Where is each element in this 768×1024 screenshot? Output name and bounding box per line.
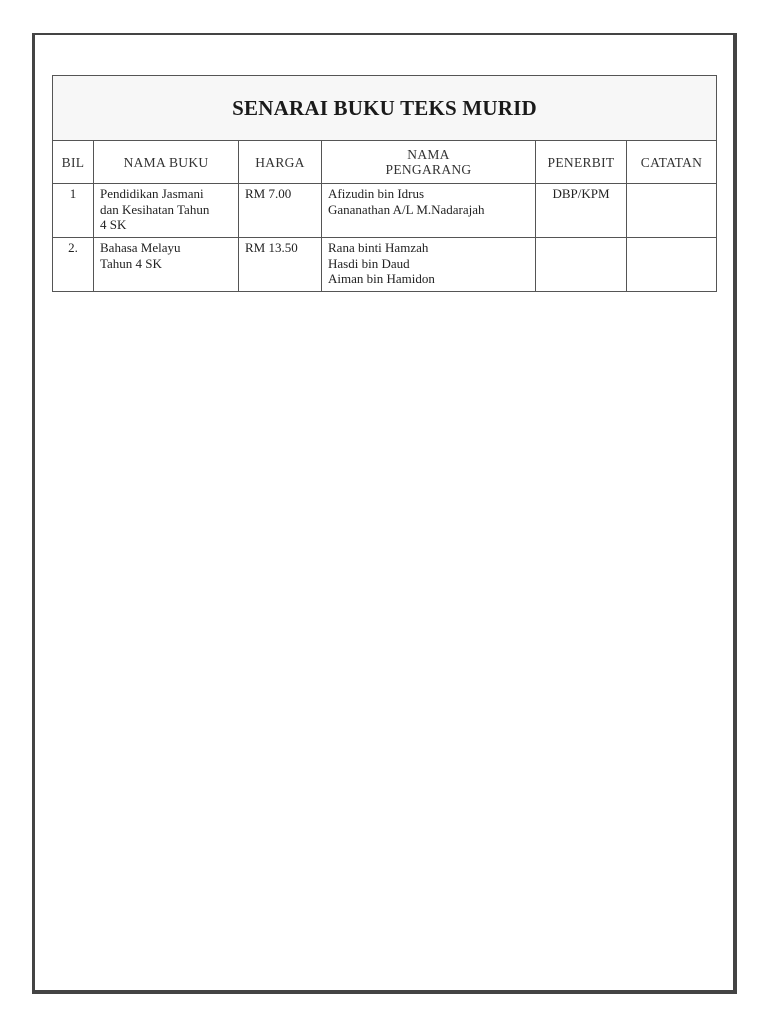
header-nama-pengarang (322, 141, 536, 184)
author-line: Hasdi bin Daud (328, 255, 410, 271)
table-title: SENARAI BUKU TEKS MURID (53, 76, 717, 141)
table-row (53, 238, 717, 292)
author-line: Gananathan A/L M.Nadarajah (328, 201, 485, 217)
cell-catatan (627, 184, 717, 238)
header-catatan: CATATAN (627, 141, 717, 184)
table-row (53, 184, 717, 238)
author-line: Aiman bin Hamidon (328, 271, 435, 286)
author-line: Afizudin bin Idrus (328, 186, 425, 201)
cell-pengarang (322, 238, 536, 292)
book-name-line: Pendidikan Jasmani (100, 186, 204, 201)
cell-penerbit (536, 238, 627, 292)
header-bil: BIL (53, 141, 94, 184)
cell-pengarang (322, 184, 536, 238)
author-line: Rana binti Hamzah (328, 240, 429, 255)
header-penerbit: PENERBIT (536, 141, 627, 184)
book-name-line: Tahun 4 SK (100, 255, 162, 271)
header-harga: HARGA (239, 141, 322, 184)
header-row (53, 141, 717, 184)
cell-nama-buku (94, 238, 239, 292)
header-nama-pengarang-line-1: NAMA (407, 147, 450, 162)
cell-catatan (627, 238, 717, 292)
cell-harga: RM 13.50 (239, 238, 322, 292)
cell-bil: 2. (53, 238, 94, 292)
book-name-line: dan Kesihatan Tahun (100, 201, 210, 217)
book-name-line: 4 SK (100, 217, 127, 232)
title-row (53, 76, 717, 141)
header-nama-pengarang-line-2: PENGARANG (385, 162, 472, 177)
book-name-line: Bahasa Melayu (100, 240, 181, 255)
cell-penerbit: DBP/KPM (536, 184, 627, 238)
header-nama-buku: NAMA BUKU (94, 141, 239, 184)
cell-harga: RM 7.00 (239, 184, 322, 238)
textbook-list-table (52, 75, 717, 292)
cell-bil: 1 (53, 184, 94, 238)
cell-nama-buku (94, 184, 239, 238)
